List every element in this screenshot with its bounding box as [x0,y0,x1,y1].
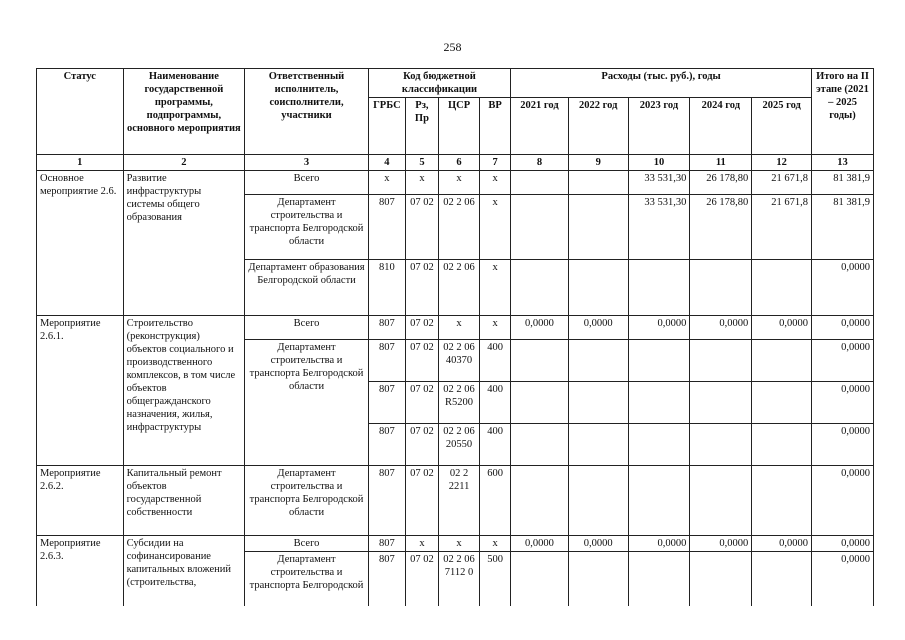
header-status: Статус [37,69,124,155]
vr-cell: х [480,171,511,195]
y2021-cell [511,424,569,466]
column-number: 7 [480,155,511,171]
header-budget-code: Код бюджетной классификации [368,69,510,98]
status-cell: Основное мероприятие 2.6. [37,171,124,316]
column-number: 6 [438,155,479,171]
y2024-cell [690,552,752,606]
y2023-cell: 0,0000 [628,316,690,340]
vr-cell: 600 [480,466,511,536]
grbs-cell: 807 [368,552,405,606]
vr-cell: 400 [480,424,511,466]
y2023-cell: 0,0000 [628,536,690,552]
y2023-cell [628,466,690,536]
column-number: 5 [405,155,438,171]
vr-cell: 500 [480,552,511,606]
csr-cell: х [438,536,479,552]
y2022-cell: 0,0000 [568,536,628,552]
name-cell: Субсидии на софинансирование капитальных вложений (строительства, [123,536,245,606]
vr-cell: 400 [480,340,511,382]
y2021-cell [511,195,569,260]
y2021-cell [511,382,569,424]
rzpr-cell: 07 02 [405,316,438,340]
total-cell: 0,0000 [812,424,874,466]
y2023-cell [628,424,690,466]
csr-cell: 02 2 06 20550 [438,424,479,466]
y2025-cell [752,382,812,424]
total-cell: 0,0000 [812,382,874,424]
grbs-cell: 807 [368,316,405,340]
y2025-cell [752,466,812,536]
y2025-cell: 21 671,8 [752,171,812,195]
rzpr-cell: х [405,171,438,195]
column-number-row [37,155,874,171]
budget-table-body [37,171,874,606]
header-name: Наименование государственной программы, подпрограммы, основного мероприятия [123,69,245,155]
column-number: 3 [245,155,369,171]
column-number: 12 [752,155,812,171]
total-cell: 81 381,9 [812,195,874,260]
y2023-cell [628,382,690,424]
y2021-cell [511,171,569,195]
rzpr-cell: х [405,536,438,552]
y2023-cell: 33 531,30 [628,195,690,260]
header-year-2023: 2023 год [628,98,690,155]
budget-table [36,68,874,606]
grbs-cell: 807 [368,424,405,466]
rzpr-cell: 07 02 [405,195,438,260]
responsible-cell: Всего [245,536,369,552]
y2025-cell: 0,0000 [752,536,812,552]
y2022-cell [568,552,628,606]
table-row [37,316,874,340]
total-cell: 0,0000 [812,466,874,536]
grbs-cell: х [368,171,405,195]
table-row [37,171,874,195]
table-row [37,536,874,552]
header-year-2025: 2025 год [752,98,812,155]
csr-cell: 02 2 06 7112 0 [438,552,479,606]
y2022-cell [568,260,628,316]
vr-cell: х [480,316,511,340]
column-number: 13 [812,155,874,171]
y2024-cell [690,466,752,536]
header-year-2022: 2022 год [568,98,628,155]
y2024-cell: 0,0000 [690,316,752,340]
responsible-cell: Всего [245,171,369,195]
header-rzpr: Рз, Пр [405,98,438,155]
table-row [37,466,874,536]
csr-cell: 02 2 06 40370 [438,340,479,382]
responsible-cell: Департамент строительства и транспорта Белгородской области [245,466,369,536]
responsible-cell: Департамент строительства и транспорта Белгородской [245,552,369,606]
y2024-cell [690,382,752,424]
y2022-cell [568,195,628,260]
grbs-cell: 807 [368,382,405,424]
header-total: Итого на II этапе (2021 – 2025 годы) [812,69,874,155]
csr-cell: 02 2 06 [438,195,479,260]
rzpr-cell: 07 02 [405,260,438,316]
csr-cell: 02 2 06 R5200 [438,382,479,424]
vr-cell: х [480,260,511,316]
y2022-cell [568,340,628,382]
column-number: 2 [123,155,245,171]
grbs-cell: 807 [368,466,405,536]
rzpr-cell: 07 02 [405,552,438,606]
status-cell: Мероприятие 2.6.1. [37,316,124,466]
y2024-cell [690,424,752,466]
y2021-cell [511,466,569,536]
y2023-cell [628,340,690,382]
y2021-cell: 0,0000 [511,316,569,340]
y2022-cell [568,424,628,466]
name-cell: Капитальный ремонт объектов государственной собственности [123,466,245,536]
y2025-cell [752,340,812,382]
responsible-cell: Департамент образования Белгородской области [245,260,369,316]
csr-cell: х [438,171,479,195]
total-cell: 0,0000 [812,536,874,552]
rzpr-cell: 07 02 [405,340,438,382]
column-number: 4 [368,155,405,171]
y2024-cell [690,340,752,382]
rzpr-cell: 07 02 [405,382,438,424]
column-number: 9 [568,155,628,171]
grbs-cell: 807 [368,536,405,552]
y2023-cell: 33 531,30 [628,171,690,195]
y2021-cell [511,340,569,382]
y2024-cell: 26 178,80 [690,195,752,260]
total-cell: 81 381,9 [812,171,874,195]
responsible-cell: Департамент строительства и транспорта Белгородской области [245,195,369,260]
grbs-cell: 807 [368,195,405,260]
column-number: 10 [628,155,690,171]
rzpr-cell: 07 02 [405,466,438,536]
y2021-cell [511,260,569,316]
y2024-cell: 26 178,80 [690,171,752,195]
column-number: 1 [37,155,124,171]
total-cell: 0,0000 [812,316,874,340]
header-grbs: ГРБС [368,98,405,155]
y2023-cell [628,552,690,606]
total-cell: 0,0000 [812,260,874,316]
y2022-cell [568,382,628,424]
status-cell: Мероприятие 2.6.2. [37,466,124,536]
y2025-cell [752,552,812,606]
vr-cell: х [480,195,511,260]
header-expenses: Расходы (тыс. руб.), годы [511,69,812,98]
y2023-cell [628,260,690,316]
header-responsible: Ответственный исполнитель, соисполнители, участники [245,69,369,155]
name-cell: Строительство (реконструкция) объектов социального и производственного комплексов, в том числе объектов общегражданского назначения, жилья, инфраструктуры [123,316,245,466]
total-cell: 0,0000 [812,552,874,606]
page-number: 258 [443,40,462,54]
y2021-cell [511,552,569,606]
y2025-cell [752,424,812,466]
status-cell: Мероприятие 2.6.3. [37,536,124,606]
name-cell: Развитие инфраструктуры системы общего образования [123,171,245,316]
header-vr: ВР [480,98,511,155]
y2024-cell [690,260,752,316]
grbs-cell: 807 [368,340,405,382]
y2025-cell: 21 671,8 [752,195,812,260]
header-year-2021: 2021 год [511,98,569,155]
grbs-cell: 810 [368,260,405,316]
total-cell: 0,0000 [812,340,874,382]
responsible-cell: Департамент строительства и транспорта Белгородской области [245,340,369,466]
csr-cell: 02 2 06 [438,260,479,316]
column-number: 11 [690,155,752,171]
header-csr: ЦСР [438,98,479,155]
y2021-cell: 0,0000 [511,536,569,552]
vr-cell: х [480,536,511,552]
y2025-cell: 0,0000 [752,316,812,340]
responsible-cell: Всего [245,316,369,340]
y2022-cell [568,466,628,536]
header-year-2024: 2024 год [690,98,752,155]
y2022-cell [568,171,628,195]
y2022-cell: 0,0000 [568,316,628,340]
csr-cell: х [438,316,479,340]
vr-cell: 400 [480,382,511,424]
y2024-cell: 0,0000 [690,536,752,552]
rzpr-cell: 07 02 [405,424,438,466]
y2025-cell [752,260,812,316]
column-number: 8 [511,155,569,171]
csr-cell: 02 2 2211 [438,466,479,536]
